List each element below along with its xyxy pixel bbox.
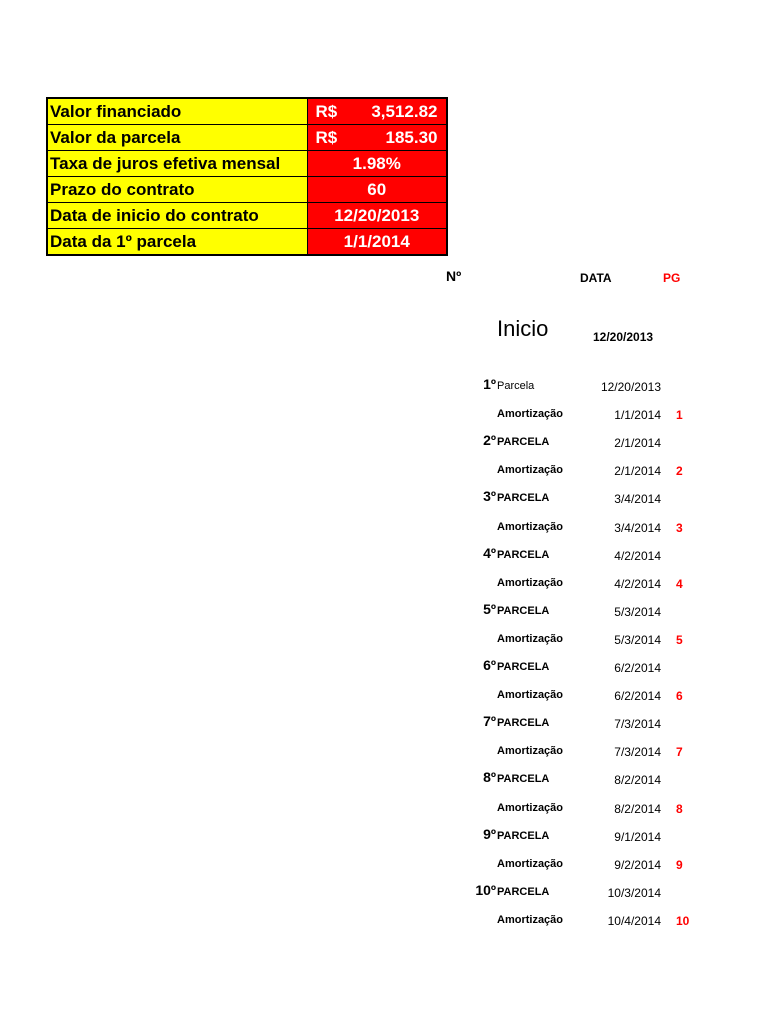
summary-label: Data da 1º parcela [47, 229, 307, 256]
installment-number: 8º [483, 769, 496, 785]
schedule-row [0, 798, 768, 818]
row-label: PARCELA [497, 830, 550, 842]
row-label: Amortização [497, 745, 564, 757]
row-date[interactable]: 7/3/2014 [614, 717, 661, 731]
installment-number: 5º [483, 601, 496, 617]
column-header-data: DATA [580, 271, 612, 285]
row-label: Parcela [497, 380, 535, 392]
row-date[interactable]: 8/2/2014 [614, 773, 661, 787]
row-date[interactable]: 12/20/2013 [600, 380, 661, 394]
summary-label: Valor da parcela [47, 125, 307, 151]
inicio-date[interactable]: 12/20/2013 [593, 330, 654, 344]
schedule-row [0, 488, 768, 508]
row-label: Amortização [497, 689, 564, 701]
schedule-row [0, 573, 768, 593]
row-date[interactable]: 2/1/2014 [614, 464, 661, 478]
row-label: PARCELA [497, 605, 550, 617]
installment-number: 1º [483, 376, 496, 392]
schedule-row [0, 517, 768, 537]
installment-number: 3º [483, 488, 496, 504]
row-date[interactable]: 10/3/2014 [607, 886, 661, 900]
installment-number: 10º [475, 882, 496, 898]
summary-value[interactable]: 60 [307, 177, 447, 203]
row-date[interactable]: 8/2/2014 [614, 802, 661, 816]
row-date[interactable]: 6/2/2014 [614, 689, 661, 703]
installment-number: 2º [483, 432, 496, 448]
row-date[interactable]: 3/4/2014 [614, 492, 661, 506]
schedule-row [0, 601, 768, 621]
row-label: PARCELA [497, 436, 550, 448]
row-pg[interactable]: 4 [676, 577, 683, 591]
row-date[interactable]: 10/4/2014 [607, 914, 661, 928]
row-date[interactable]: 3/4/2014 [614, 521, 661, 535]
schedule-row [0, 432, 768, 452]
row-date[interactable]: 2/1/2014 [614, 436, 661, 450]
row-date[interactable]: 5/3/2014 [614, 633, 661, 647]
schedule-row [0, 629, 768, 649]
row-pg[interactable]: 10 [676, 914, 690, 928]
schedule-row [0, 769, 768, 789]
summary-label: Taxa de juros efetiva mensal [47, 151, 307, 177]
row-pg[interactable]: 8 [676, 802, 683, 816]
schedule-row [0, 404, 768, 424]
row-label: PARCELA [497, 549, 550, 561]
schedule-row [0, 741, 768, 761]
currency-symbol: R$ [315, 128, 338, 147]
summary-value[interactable]: 1/1/2014 [307, 229, 447, 256]
summary-label: Valor financiado [47, 98, 307, 125]
row-label: Amortização [497, 802, 564, 814]
schedule-row [0, 910, 768, 930]
row-pg[interactable]: 3 [676, 521, 683, 535]
schedule-row [0, 657, 768, 677]
schedule-row [0, 713, 768, 733]
row-date[interactable]: 6/2/2014 [614, 661, 661, 675]
row-label: Amortização [497, 858, 564, 870]
summary-label: Prazo do contrato [47, 177, 307, 203]
row-date[interactable]: 1/1/2014 [614, 408, 661, 422]
row-label: PARCELA [497, 661, 550, 673]
row-date[interactable]: 9/1/2014 [614, 830, 661, 844]
schedule-row [0, 376, 768, 396]
row-label: PARCELA [497, 773, 550, 785]
row-label: PARCELA [497, 717, 550, 729]
schedule-row [0, 460, 768, 480]
installment-number: 4º [483, 545, 496, 561]
schedule-row [0, 882, 768, 902]
row-pg[interactable]: 5 [676, 633, 683, 647]
row-label: Amortização [497, 633, 564, 645]
column-header-num: Nº [446, 268, 462, 284]
installment-number: 7º [483, 713, 496, 729]
row-label: Amortização [497, 464, 564, 476]
summary-value[interactable]: 12/20/2013 [307, 203, 447, 229]
row-date[interactable]: 5/3/2014 [614, 605, 661, 619]
schedule-row [0, 854, 768, 874]
row-label: Amortização [497, 914, 564, 926]
schedule-row [0, 685, 768, 705]
row-label: PARCELA [497, 886, 550, 898]
amount: 185.30 [385, 128, 438, 147]
summary-label: Data de inicio do contrato [47, 203, 307, 229]
row-pg[interactable]: 9 [676, 858, 683, 872]
schedule-row [0, 826, 768, 846]
row-date[interactable]: 4/2/2014 [614, 577, 661, 591]
amount: 3,512.82 [371, 102, 438, 121]
row-pg[interactable]: 6 [676, 689, 683, 703]
schedule-row [0, 545, 768, 565]
row-date[interactable]: 7/3/2014 [614, 745, 661, 759]
installment-number: 6º [483, 657, 496, 673]
installment-number: 9º [483, 826, 496, 842]
inicio-label: Inicio [497, 316, 549, 341]
row-label: Amortização [497, 577, 564, 589]
row-pg[interactable]: 7 [676, 745, 683, 759]
currency-symbol: R$ [315, 102, 338, 121]
row-label: Amortização [497, 521, 564, 533]
row-label: Amortização [497, 408, 564, 420]
row-label: PARCELA [497, 492, 550, 504]
row-pg[interactable]: 2 [676, 464, 683, 478]
column-header-pg: PG [663, 271, 681, 285]
row-pg[interactable]: 1 [676, 408, 683, 422]
summary-value[interactable]: 1.98% [307, 151, 447, 177]
row-date[interactable]: 9/2/2014 [614, 858, 661, 872]
row-date[interactable]: 4/2/2014 [614, 549, 661, 563]
